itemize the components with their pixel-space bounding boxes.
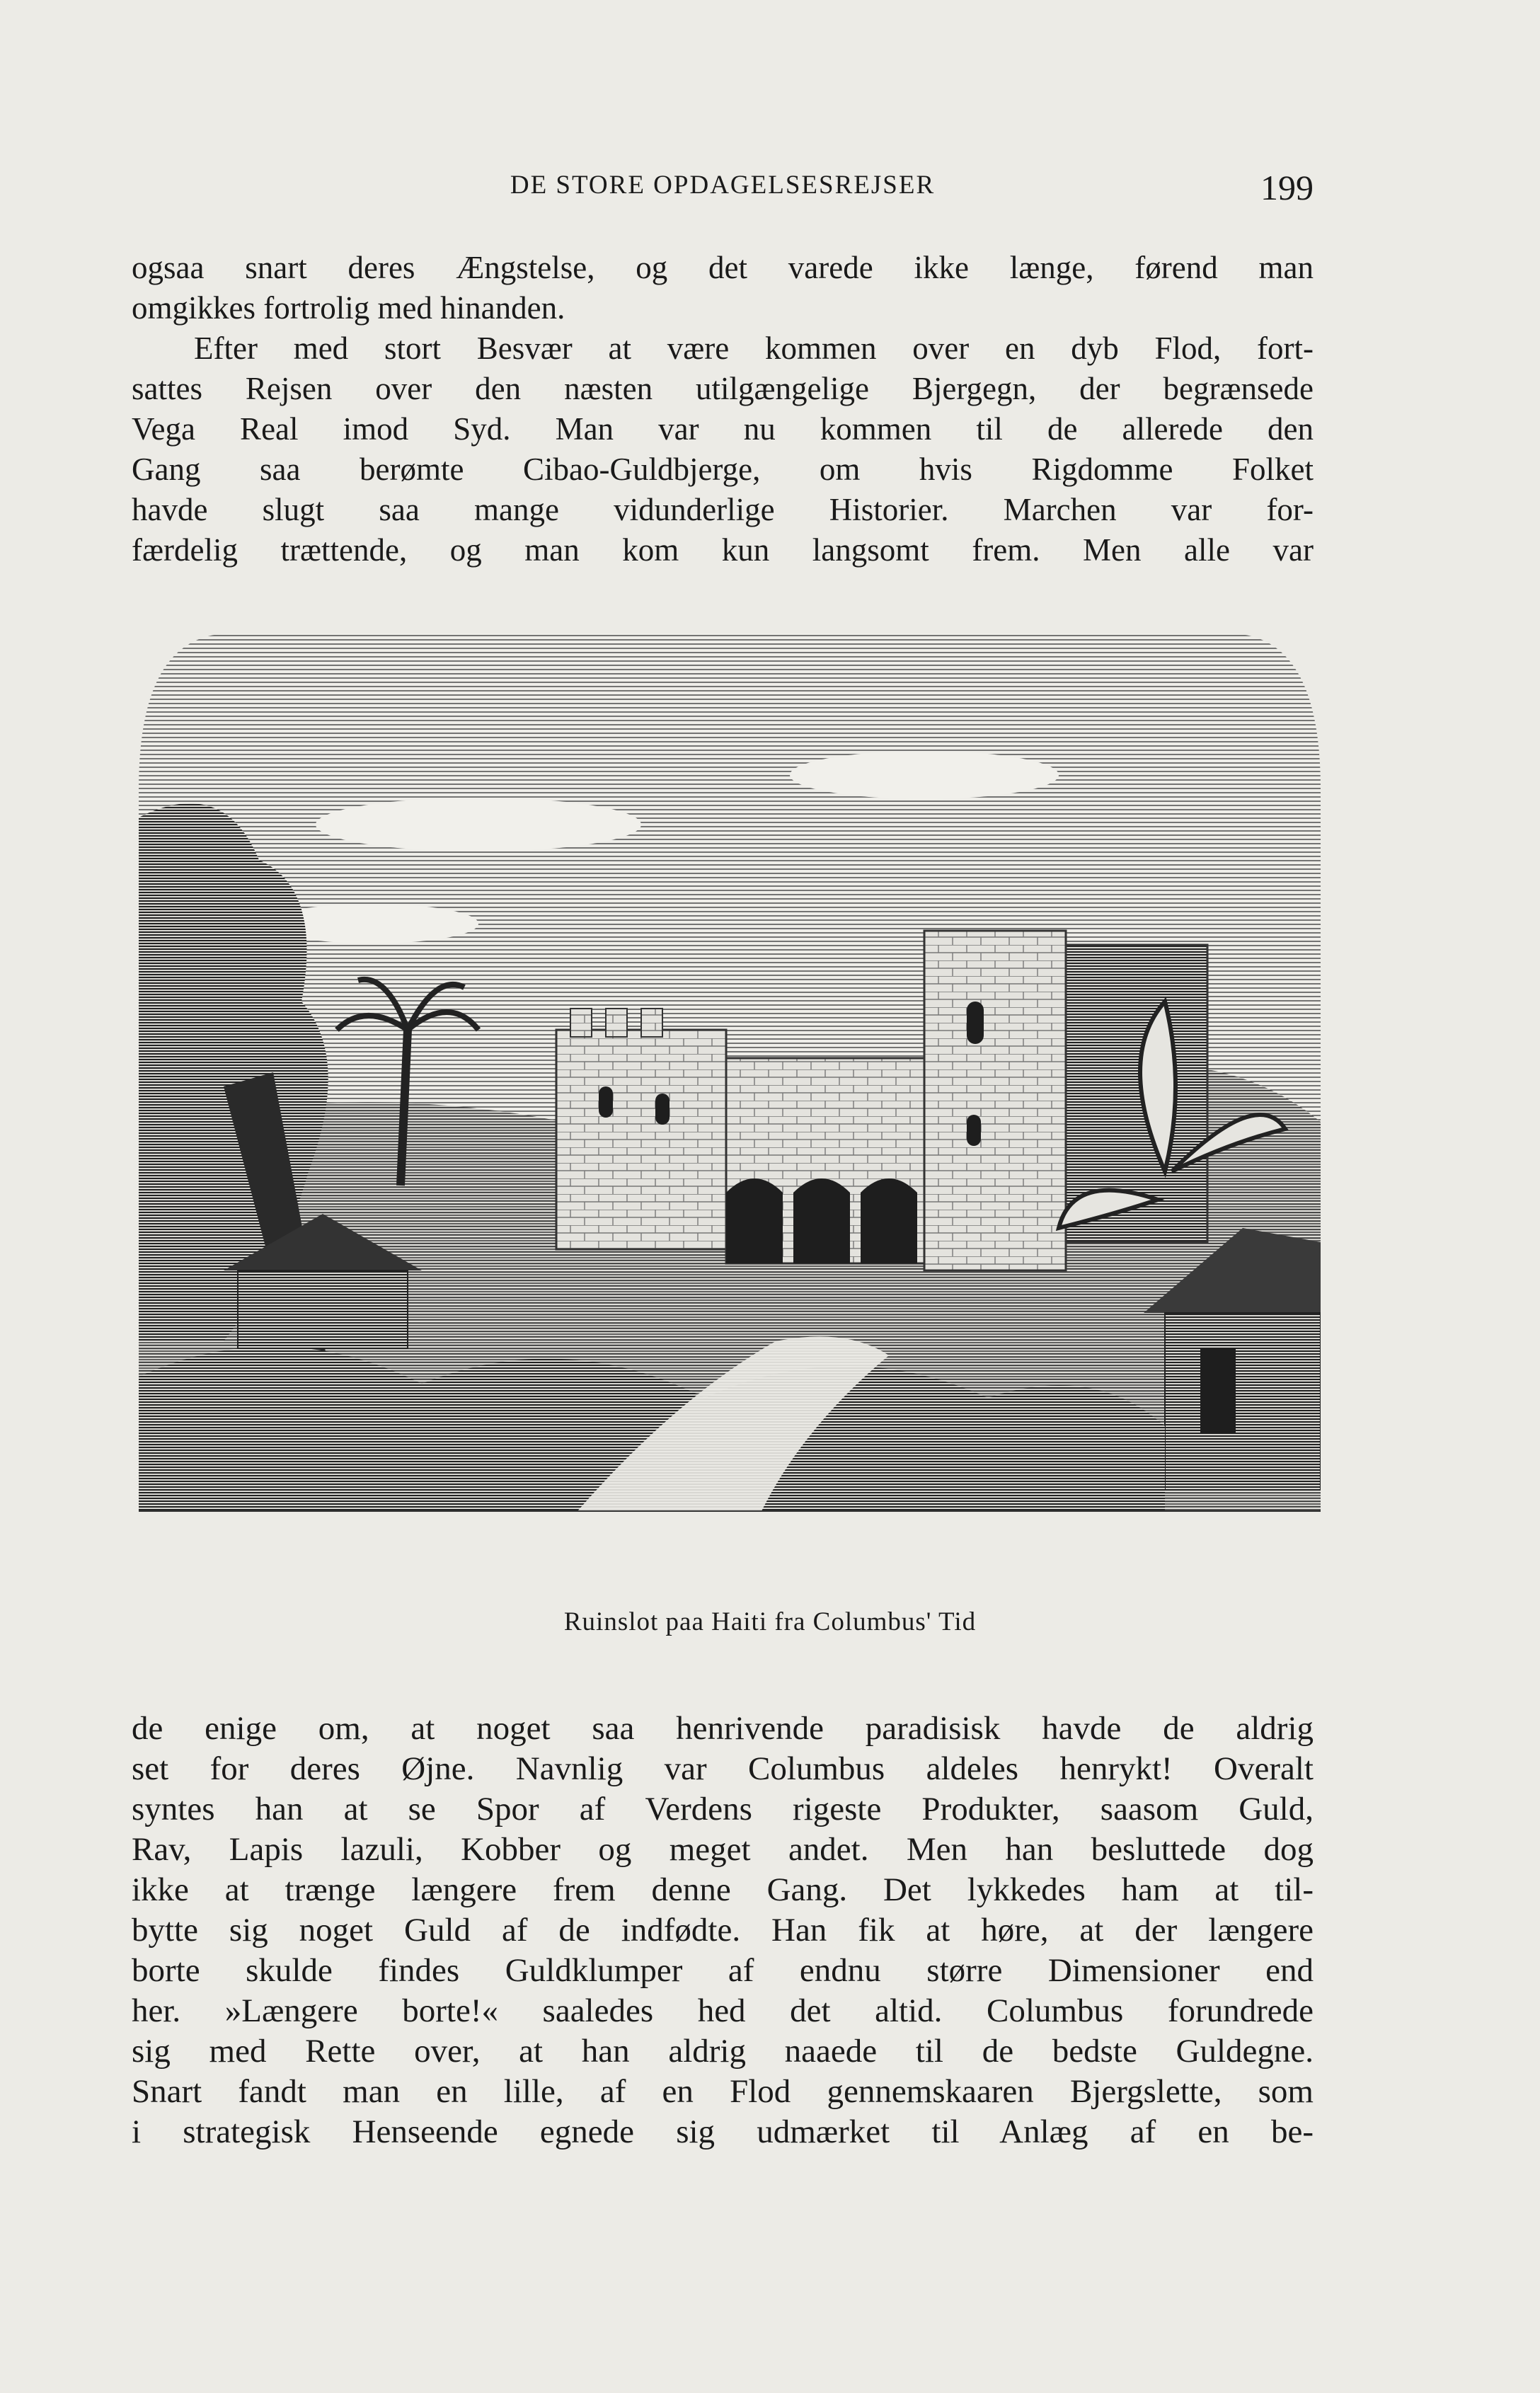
text-line: i strategisk Henseende egnede sig udmærket til Anlæg af en be-	[132, 2113, 1314, 2150]
text-line: set for deres Øjne. Navnlig var Columbus aldeles henrykt! Overalt	[132, 1750, 1314, 1787]
text-line: havde slugt saa mange vidunderlige Historier. Marchen var for-	[132, 492, 1314, 527]
text-line: borte skulde findes Guldklumper af endnu større Dimensioner end	[132, 1952, 1314, 1989]
text-line: ogsaa snart deres Ængstelse, og det varede ikke længe, førend man	[132, 250, 1314, 285]
text-line: de enige om, at noget saa henrivende paradisisk havde de aldrig	[132, 1710, 1314, 1747]
text-line: her. »Længere borte!« saaledes hed det altid. Columbus forundrede	[132, 1992, 1314, 2029]
text-line: Efter med stort Besvær at være kommen over en dyb Flod, fort-	[194, 331, 1314, 366]
text-line: bytte sig noget Guld af de indfødte. Han fik at høre, at der længere	[132, 1912, 1314, 1949]
text-line: Vega Real imod Syd. Man var nu kommen til de allerede den	[132, 411, 1314, 447]
text-line: Snart fandt man en lille, af en Flod gennemskaaren Bjergslette, som	[132, 2073, 1314, 2110]
page-number: 199	[1260, 168, 1314, 207]
text-line: Gang saa berømte Cibao-Guldbjerge, om hvis Rigdomme Folket	[132, 452, 1314, 487]
paragraph-bottom	[132, 1709, 1314, 2152]
engraving-illustration	[139, 633, 1321, 1575]
text-line: færdelig trættende, og man kom kun langsomt frem. Men alle var	[132, 532, 1314, 568]
page-header	[132, 167, 1314, 210]
text-line: sattes Rejsen over den næsten utilgængelige Bjergegn, der begrænsede	[132, 371, 1314, 406]
text-line: sig med Rette over, at han aldrig naaede til de bedste Guldegne.	[132, 2033, 1314, 2070]
paragraph-top	[132, 248, 1314, 570]
text-line: ikke at trænge længere frem denne Gang. Det lykkedes ham at til-	[132, 1871, 1314, 1908]
text-line: syntes han at se Spor af Verdens rigeste Produkter, saasom Guld,	[132, 1791, 1314, 1827]
figure-caption: Ruinslot paa Haiti fra Columbus' Tid	[563, 1607, 977, 1636]
text-line: omgikkes fortrolig med hinanden.	[132, 290, 565, 326]
text-line: Rav, Lapis lazuli, Kobber og meget andet. Men han besluttede dog	[132, 1831, 1314, 1868]
ruin-castle-engraving	[139, 633, 1321, 1575]
running-title: DE STORE OPDAGELSESREJSER	[510, 171, 936, 200]
